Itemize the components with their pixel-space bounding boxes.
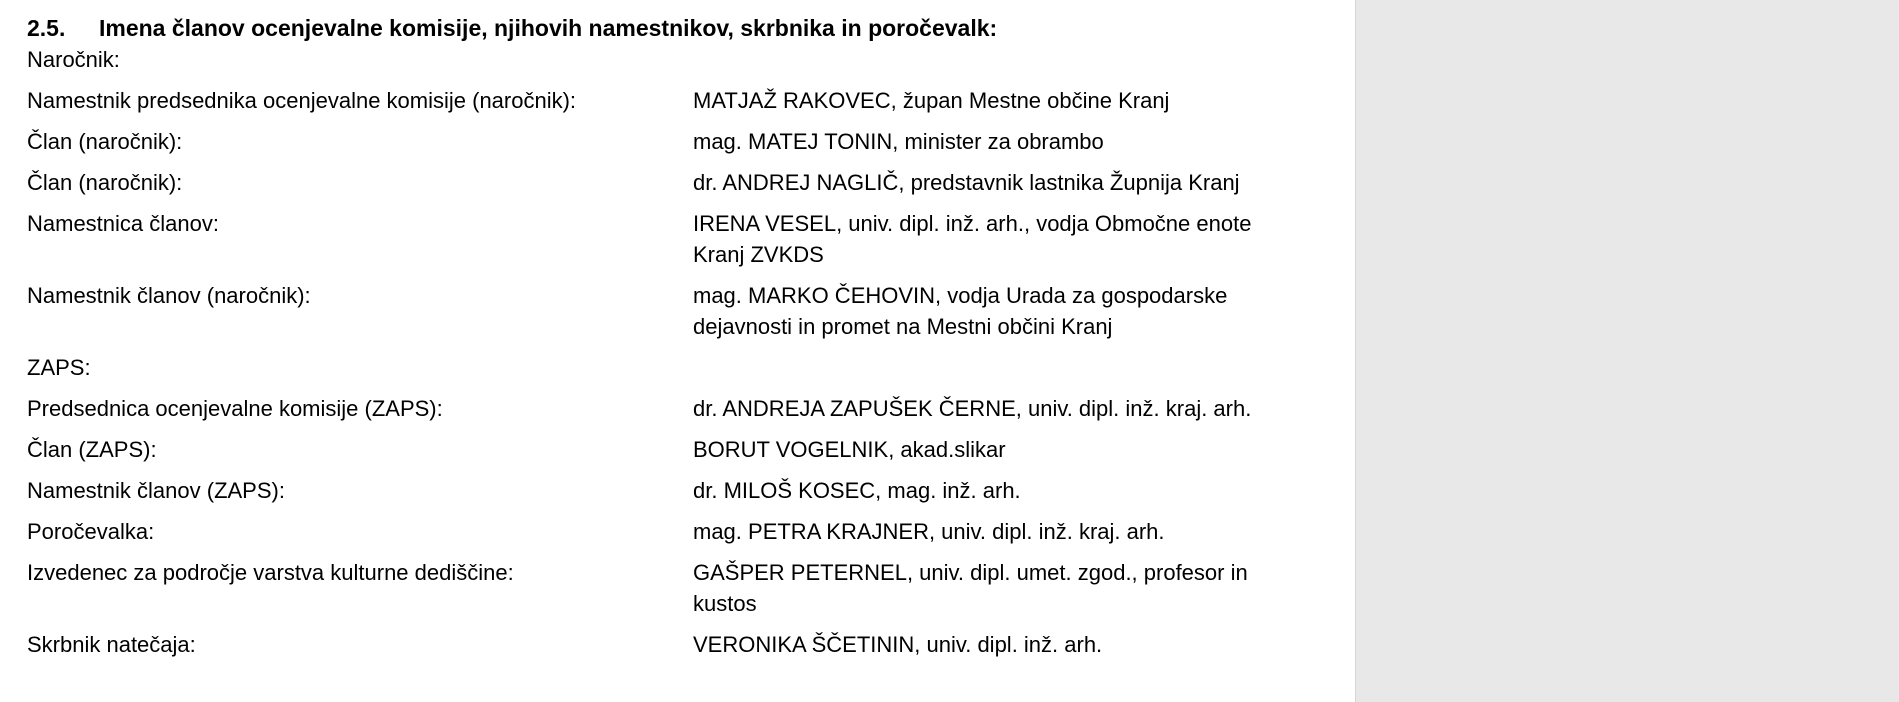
- role-label: Namestnik predsednika ocenjevalne komisije (naročnik):: [27, 88, 577, 113]
- role-label: Član (ZAPS):: [27, 437, 157, 462]
- committee-row: [27, 629, 1327, 660]
- member-name: GAŠPER PETERNEL, univ. dipl. umet. zgod., profesor in kustos: [693, 560, 1248, 616]
- role-label: Poročevalka:: [27, 519, 155, 544]
- zaps-label: ZAPS:: [27, 355, 91, 380]
- role-label: Član (naročnik):: [27, 129, 183, 154]
- viewer-background: [1357, 0, 1899, 702]
- section-title: Imena članov ocenjevalne komisije, njihovih namestnikov, skrbnika in poročevalk:: [99, 15, 998, 41]
- role-label: Namestnik članov (naročnik):: [27, 283, 311, 308]
- committee-row: [27, 516, 1327, 547]
- member-name: dr. ANDREJA ZAPUŠEK ČERNE, univ. dipl. inž. kraj. arh.: [693, 396, 1252, 421]
- member-name: dr. ANDREJ NAGLIČ, predstavnik lastnika Župnija Kranj: [693, 170, 1240, 195]
- member-name: IRENA VESEL, univ. dipl. inž. arh., vodja Območne enote Kranj ZVKDS: [693, 211, 1252, 267]
- narocnik-label: Naročnik:: [27, 47, 120, 72]
- committee-row: [27, 557, 1327, 619]
- member-name: mag. PETRA KRAJNER, univ. dipl. inž. kraj. arh.: [693, 519, 1165, 544]
- committee-row: [27, 280, 1327, 342]
- committee-row: [27, 167, 1327, 198]
- member-name: MATJAŽ RAKOVEC, župan Mestne občine Kranj: [693, 88, 1170, 113]
- committee-row: [27, 208, 1327, 270]
- member-name: mag. MARKO ČEHOVIN, vodja Urada za gospodarske dejavnosti in promet na Mestni občini Kranj: [693, 283, 1228, 339]
- document-content: [27, 12, 1327, 660]
- member-name: dr. MILOŠ KOSEC, mag. inž. arh.: [693, 478, 1021, 503]
- committee-row: [27, 475, 1327, 506]
- committee-row: [27, 393, 1327, 424]
- role-label: Skrbnik natečaja:: [27, 632, 196, 657]
- committee-row: [27, 85, 1327, 116]
- member-name: VERONIKA ŠČETININ, univ. dipl. inž. arh.: [693, 632, 1103, 657]
- role-label: Namestnica članov:: [27, 211, 219, 236]
- member-name: mag. MATEJ TONIN, minister za obrambo: [693, 129, 1104, 154]
- committee-row: [27, 126, 1327, 157]
- committee-row: [27, 434, 1327, 465]
- section-number: 2.5.: [27, 15, 66, 41]
- role-label: Član (naročnik):: [27, 170, 183, 195]
- role-label: Namestnik članov (ZAPS):: [27, 478, 285, 503]
- role-label: Predsednica ocenjevalne komisije (ZAPS):: [27, 396, 443, 421]
- section-heading: [27, 12, 1327, 44]
- member-name: BORUT VOGELNIK, akad.slikar: [693, 437, 1006, 462]
- role-label: Izvedenec za področje varstva kulturne dediščine:: [27, 560, 514, 585]
